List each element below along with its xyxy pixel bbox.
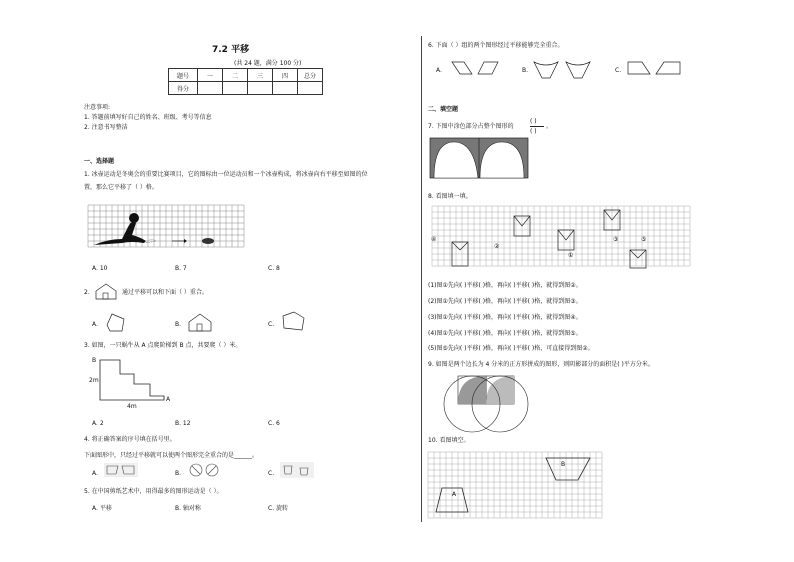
- option-c[interactable]: C.: [615, 67, 622, 74]
- curling-stone: [202, 238, 214, 244]
- trapezoid-pair-icon: [626, 60, 682, 76]
- page-title: 7.2 平移: [212, 45, 250, 55]
- score-header: 二: [223, 69, 248, 82]
- translation-grid-figure: [432, 206, 692, 270]
- score-header: 题号: [169, 69, 198, 82]
- score-header: 一: [198, 69, 223, 82]
- trapezoid-grid-figure: [428, 452, 608, 518]
- score-header: 四: [273, 69, 298, 82]
- shaded-semicircle-figure: [430, 138, 528, 178]
- shape-a-label: A: [452, 491, 457, 498]
- fill-line[interactable]: (4)图①先向( )平移( )格，再向( )平移( )格，就得到图⑤。: [428, 330, 582, 337]
- column-divider: [421, 36, 422, 522]
- option-c[interactable]: C. 旋转: [268, 505, 289, 512]
- score-row-label: 得分: [169, 82, 198, 95]
- house-icon: [94, 282, 118, 300]
- two-squares-circles-figure: [430, 370, 530, 430]
- option-a[interactable]: A.: [436, 67, 442, 74]
- shape-b-label: B: [561, 461, 566, 468]
- shape-1: [558, 230, 574, 250]
- section-heading: 一、选择题: [84, 158, 115, 165]
- option-a[interactable]: A. 2: [92, 420, 104, 427]
- fill-line[interactable]: (5)图⑤先向( )平移( )格，再向( )平移( )格，可直接得到图②。: [428, 345, 594, 352]
- fill-line[interactable]: (2)图①先向( )平移( )格，再向( )平移( )格，就得到图③。: [428, 298, 582, 305]
- notice-item: 2. 注意书写整洁: [84, 124, 128, 131]
- curling-grid-figure: [88, 205, 244, 251]
- shape-label: ①: [568, 252, 574, 259]
- question-7-text: 7. 下图中涂色部分占整个图形的: [428, 123, 514, 130]
- parallelogram-pair-icon: [450, 60, 500, 76]
- shape-label: ③: [613, 236, 619, 243]
- option-c[interactable]: C. 8: [268, 265, 280, 272]
- curler-head: [129, 213, 139, 223]
- option-b[interactable]: B.: [175, 321, 182, 328]
- score-header: 总分: [298, 69, 323, 82]
- circle-pair-icon: [187, 462, 221, 478]
- score-header: 三: [248, 69, 273, 82]
- fill-line[interactable]: (3)图①先向( )平移( )格，再向( )平移( )格，就得到图④。: [428, 314, 582, 321]
- question-8-text: 8. 看图填一填。: [428, 193, 472, 200]
- section-heading: 二、填空题: [428, 106, 459, 113]
- trapezoid-pair-icon: [104, 463, 138, 477]
- arrow-head: [184, 239, 187, 243]
- point-b-label: B: [92, 357, 97, 364]
- staircase-figure: [88, 356, 178, 410]
- shape-label: ④: [431, 236, 437, 243]
- option-b[interactable]: B.: [522, 67, 529, 74]
- question-4-text: 下面图形中，只经过平移就可以使两个图形完全重合的是______。: [84, 452, 259, 459]
- fraction-denominator-blank[interactable]: ( ): [530, 128, 537, 135]
- trapezoid-b: [546, 458, 590, 480]
- fraction-bar: [530, 126, 544, 127]
- curler-silhouette: [94, 222, 146, 245]
- score-cell[interactable]: [223, 82, 248, 95]
- fan-pair-icon: [532, 58, 594, 80]
- page-subtitle: (共 24 题，满分 100 分): [234, 60, 302, 67]
- option-b[interactable]: B. 12: [175, 420, 191, 427]
- question-2-text: 通过平移可以和下面（ ）重合。: [122, 289, 208, 296]
- question-2-number: 2.: [84, 289, 90, 296]
- option-a[interactable]: A.: [92, 470, 98, 477]
- question-7-tail: 。: [546, 123, 553, 130]
- option-b[interactable]: B. 轴对称: [175, 505, 201, 512]
- shape-label: ②: [494, 243, 500, 250]
- question-6-text: 6. 下面（ ）组的两个图形经过平移能够完全重合。: [428, 42, 564, 49]
- house-translated-icon: [187, 312, 213, 332]
- option-b[interactable]: B. 7: [175, 265, 187, 272]
- option-c[interactable]: C.: [268, 470, 275, 477]
- fraction-numerator-blank[interactable]: ( ): [530, 118, 537, 125]
- shape-label: ⑤: [641, 236, 647, 243]
- question-10-text: 10. 看图填空。: [428, 437, 470, 444]
- point-a-label: A: [166, 396, 171, 403]
- fill-line[interactable]: (1)图①先向( )平移( )格，再向( )平移( )格，就得到图②。: [428, 282, 582, 289]
- score-cell[interactable]: [248, 82, 273, 95]
- score-cell[interactable]: [273, 82, 298, 95]
- width-label: 4m: [127, 403, 137, 410]
- question-1-text: 1. 冰壶运动是冬奥会的重要比赛项目，它的图标由一位运动员和一个冰壶构成，将冰壶向右平移至如图的位: [84, 171, 368, 178]
- height-label: 2m: [89, 377, 99, 384]
- notice-heading: 注意事项:: [84, 104, 111, 111]
- option-b[interactable]: B.: [175, 470, 182, 477]
- cup-pair-icon: [280, 462, 314, 478]
- option-c[interactable]: C. 6: [268, 420, 280, 427]
- question-4-text: 4. 将正确答案的序号填在括号里。: [84, 436, 176, 443]
- house-rotated-icon: [104, 311, 128, 333]
- score-cell[interactable]: [298, 82, 323, 95]
- option-a[interactable]: A. 10: [92, 265, 108, 272]
- score-table: [168, 68, 323, 95]
- score-header-row: [169, 69, 323, 82]
- score-cell[interactable]: [198, 82, 223, 95]
- option-c[interactable]: C.: [268, 321, 275, 328]
- question-9-text: 9. 如图是两个边长为 4 分米的正方形拼成的图形，则阴影部分的面积是( )平方分米。: [428, 361, 654, 368]
- question-3-text: 3. 如图，一只蜗牛从 A 点爬阶梯到 B 点，共要爬（ ）米。: [84, 342, 242, 349]
- house-flipped-icon: [280, 310, 306, 332]
- option-a[interactable]: A. 平移: [92, 505, 112, 512]
- question-1-text: 置，那么它平移了（ ）格。: [84, 184, 158, 191]
- option-a[interactable]: A.: [92, 321, 98, 328]
- notice-item: 1. 答题前填写好自己的姓名、班级、考号等信息: [84, 114, 212, 121]
- shape-5: [630, 250, 646, 268]
- question-5-text: 5. 在中国剪纸艺术中，用得最多的图形运动是（ ）。: [84, 488, 223, 495]
- score-row: [169, 82, 323, 95]
